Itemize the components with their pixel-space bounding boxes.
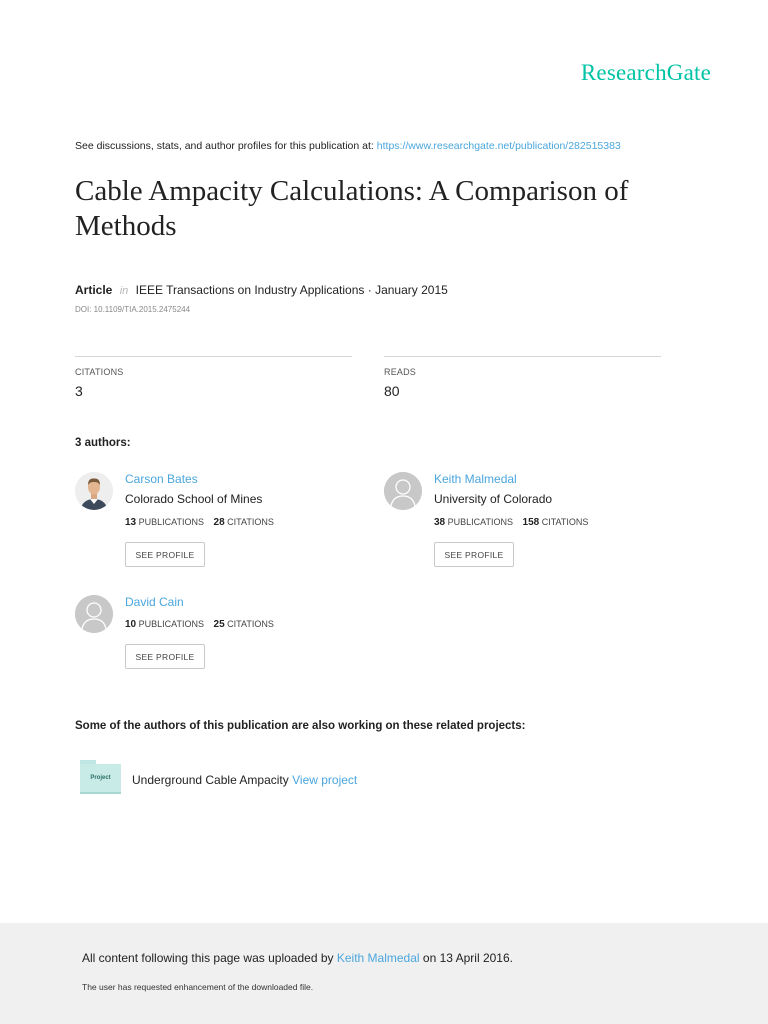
see-profile-button[interactable]: SEE PROFILE xyxy=(125,644,205,669)
related-projects-heading: Some of the authors of this publication are also working on these related projects: xyxy=(75,720,526,732)
uploaded-by-line xyxy=(82,951,513,965)
publications-label: PUBLICATIONS xyxy=(138,619,204,629)
project-icon-label: Project xyxy=(80,764,121,794)
project-item xyxy=(132,773,357,787)
author-publications-count: 13 xyxy=(125,517,137,528)
enhancement-note: The user has requested enhancement of the downloaded file. xyxy=(82,982,314,992)
view-project-link[interactable]: View project xyxy=(292,773,358,787)
publication-url-link[interactable]: https://www.researchgate.net/publication/282515383 xyxy=(376,140,621,152)
author-publications-count: 38 xyxy=(434,517,446,528)
author-placeholder-avatar[interactable] xyxy=(75,595,113,633)
reads-stat xyxy=(384,356,661,399)
project-folder-icon xyxy=(80,760,121,794)
researchgate-logo[interactable]: ResearchGate xyxy=(580,60,711,85)
publications-label: PUBLICATIONS xyxy=(447,517,513,527)
upload-footer xyxy=(0,923,768,1024)
citations-stat xyxy=(75,356,352,399)
publication-venue[interactable]: IEEE Transactions on Industry Applications · January 2015 xyxy=(135,283,448,297)
citations-label: CITATIONS xyxy=(541,517,589,527)
citations-value: 3 xyxy=(75,383,83,399)
author-citations-count: 158 xyxy=(522,517,540,528)
author-publications-count: 10 xyxy=(125,619,137,630)
uploader-link[interactable]: Keith Malmedal xyxy=(336,951,420,965)
discussion-line xyxy=(75,140,621,152)
publication-title: Cable Ampacity Calculations: A Comparison of Methods xyxy=(75,175,629,242)
citations-label: CITATIONS xyxy=(227,517,274,527)
publication-type: Article xyxy=(75,283,113,297)
citations-label: CITATIONS xyxy=(227,619,274,629)
author-stats xyxy=(125,619,274,630)
uploaded-prefix: All content following this page was uploaded by xyxy=(82,951,334,965)
author-name[interactable]: Keith Malmedal xyxy=(434,472,517,486)
author-institution[interactable]: University of Colorado xyxy=(434,492,553,506)
author-placeholder-avatar[interactable] xyxy=(384,472,422,510)
author-card xyxy=(75,472,365,582)
reads-label: READS xyxy=(384,367,417,377)
author-citations-count: 28 xyxy=(213,517,225,528)
author-institution[interactable]: Colorado School of Mines xyxy=(125,492,263,506)
see-profile-button[interactable]: SEE PROFILE xyxy=(434,542,514,567)
citations-label: CITATIONS xyxy=(75,367,124,377)
author-photo-avatar[interactable] xyxy=(75,472,113,510)
author-name[interactable]: Carson Bates xyxy=(125,472,198,486)
author-stats xyxy=(434,517,588,528)
in-label: in xyxy=(119,285,129,297)
see-profile-button[interactable]: SEE PROFILE xyxy=(125,542,205,567)
publication-meta xyxy=(75,283,448,297)
author-card xyxy=(384,472,674,582)
project-name: Underground Cable Ampacity xyxy=(132,773,289,787)
reads-value: 80 xyxy=(384,383,400,399)
author-name[interactable]: David Cain xyxy=(125,595,184,609)
authors-heading: 3 authors: xyxy=(75,437,131,449)
author-stats xyxy=(125,517,274,528)
discussion-text: See discussions, stats, and author profiles for this publication at: xyxy=(75,140,374,152)
uploaded-suffix: on 13 April 2016. xyxy=(422,951,513,965)
author-citations-count: 25 xyxy=(213,619,225,630)
author-card xyxy=(75,595,365,705)
publications-label: PUBLICATIONS xyxy=(138,517,204,527)
publication-doi: DOI: 10.1109/TIA.2015.2475244 xyxy=(75,305,191,314)
